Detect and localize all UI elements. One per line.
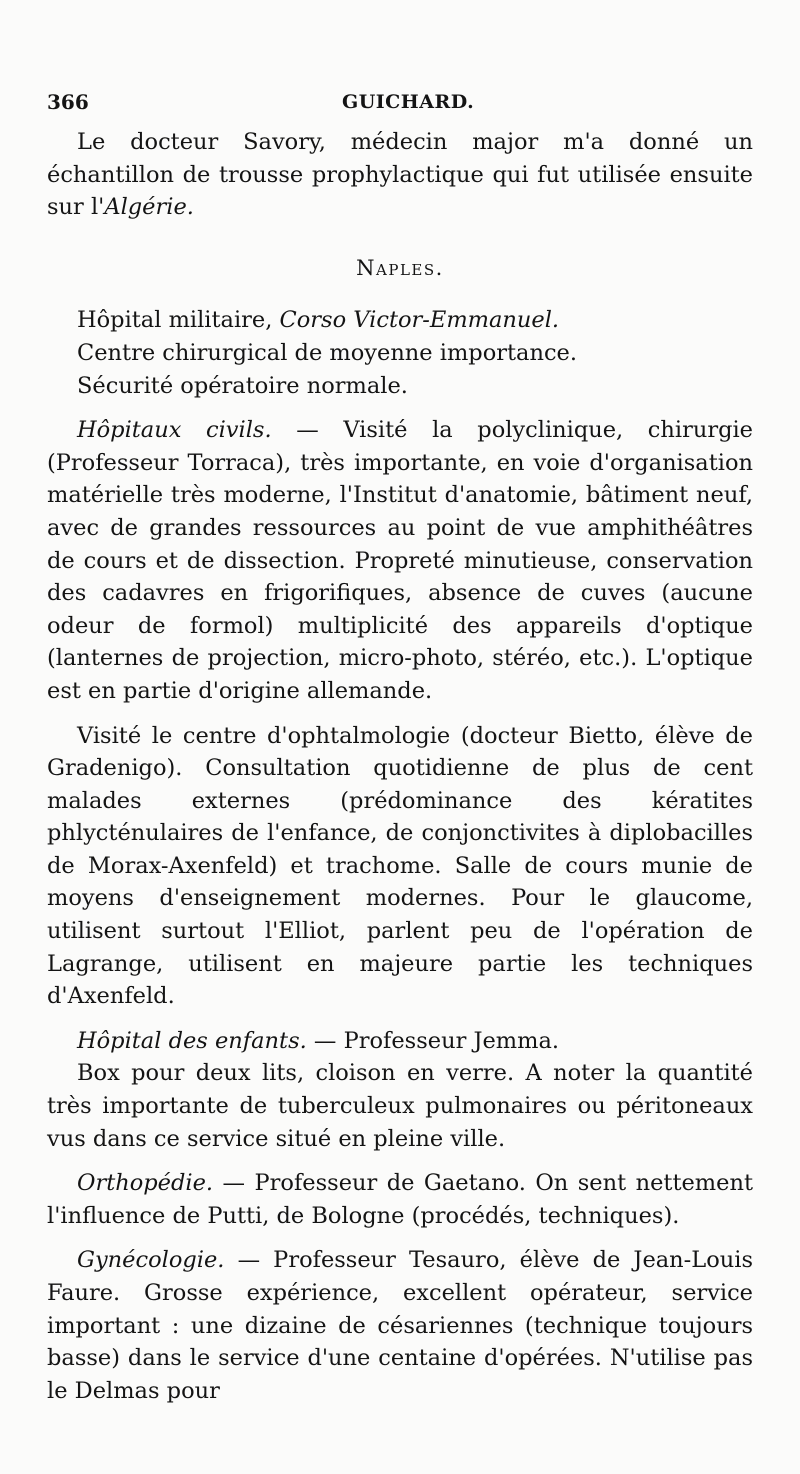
hospital-line-b: Centre chirurgical de moyenne importance. — [77, 339, 578, 366]
hospital-line-a — [47, 304, 753, 337]
paragraph-hopitaux-civils-text: — Visité la polyclinique, chirurgie (Professeur Torraca), très importante, en voie d'organisation matérielle très moderne, l'Institut d'anatomie, bâtiment neuf, avec de grandes ressources au point de vue amphithéâtres de cours et de dissection. Propreté minutieuse, conservation des cadavres en frigorifiques, absence de cuves (aucune odeur de formol) multiplicité des appareils d'optique (lanternes de projection, micro-photo, stéréo, etc.). L'optique est en partie d'origine allemande. — [47, 417, 753, 704]
paragraph-hopitaux-civils-lead: Hôpitaux civils. — [77, 417, 272, 444]
paragraph-savory-text: Le docteur Savory, médecin major m'a donné un échantillon de trousse prophylactique qui fut utilisée ensuite sur l' — [47, 129, 753, 221]
paragraph-hopital-enfants — [47, 1025, 753, 1058]
paragraph-hopital-enfants-lead: Hôpital des enfants. — [77, 1027, 307, 1054]
running-head: GUICHARD. — [342, 91, 475, 113]
paragraph-box: Box pour deux lits, cloison en verre. A noter la quantité très importante de tuberculeux pulmonaires ou péritoneaux vus dans ce service situé en pleine ville. — [47, 1060, 753, 1152]
hospital-line-a-text: Hôpital militaire, — [77, 307, 280, 334]
paragraph-savory — [47, 126, 753, 224]
hospital-line-c: Sécurité opératoire normale. — [77, 372, 408, 399]
section-title-naples: Naples. — [356, 255, 444, 280]
page-header — [47, 86, 753, 126]
paragraph-ophtalmologie: Visité le centre d'ophtalmologie (docteur Bietto, élève de Gradenigo). Consultation quotidienne de plus de cent malades externes (prédominance des kératites phlycténulaires de l'enfance, de conjonctivites à diplobacilles de Morax-Axenfeld) et trachome. Salle de cours munie de moyens d'enseignement modernes. Pour le glaucome, utilisent surtout l'Elliot, parlent peu de l'opération de Lagrange, utilisent en majeure partie les techniques d'Axenfeld. — [47, 722, 753, 1010]
paragraph-orthopedie-lead: Orthopédie. — [77, 1170, 214, 1197]
paragraph-savory-italic: Algérie. — [104, 194, 194, 221]
paragraph-gynecologie — [47, 1244, 753, 1407]
page-content — [47, 86, 753, 1407]
paragraph-gynecologie-text: — Professeur Tesauro, élève de Jean-Louis Faure. Grosse expérience, excellent opérateur, service important : une dizaine de césariennes (technique toujours basse) dans le service d'une centaine d'opérées. N'utilise pas le Delmas pour — [47, 1247, 753, 1404]
paragraph-gynecologie-lead: Gynécologie. — [77, 1247, 225, 1274]
paragraph-orthopedie-text: — Professeur de Gaetano. On sent nettement l'influence de Putti, de Bologne (procédés, techniques). — [47, 1170, 753, 1229]
paragraph-orthopedie — [47, 1167, 753, 1232]
paragraph-hopital-enfants-text: — Professeur Jemma. — [306, 1027, 560, 1054]
hospital-line-a-italic: Corso Victor-Emmanuel. — [279, 307, 560, 334]
paragraph-hopitaux-civils — [47, 414, 753, 707]
page-number: 366 — [47, 90, 89, 114]
hospital-militaire-block — [47, 304, 753, 402]
